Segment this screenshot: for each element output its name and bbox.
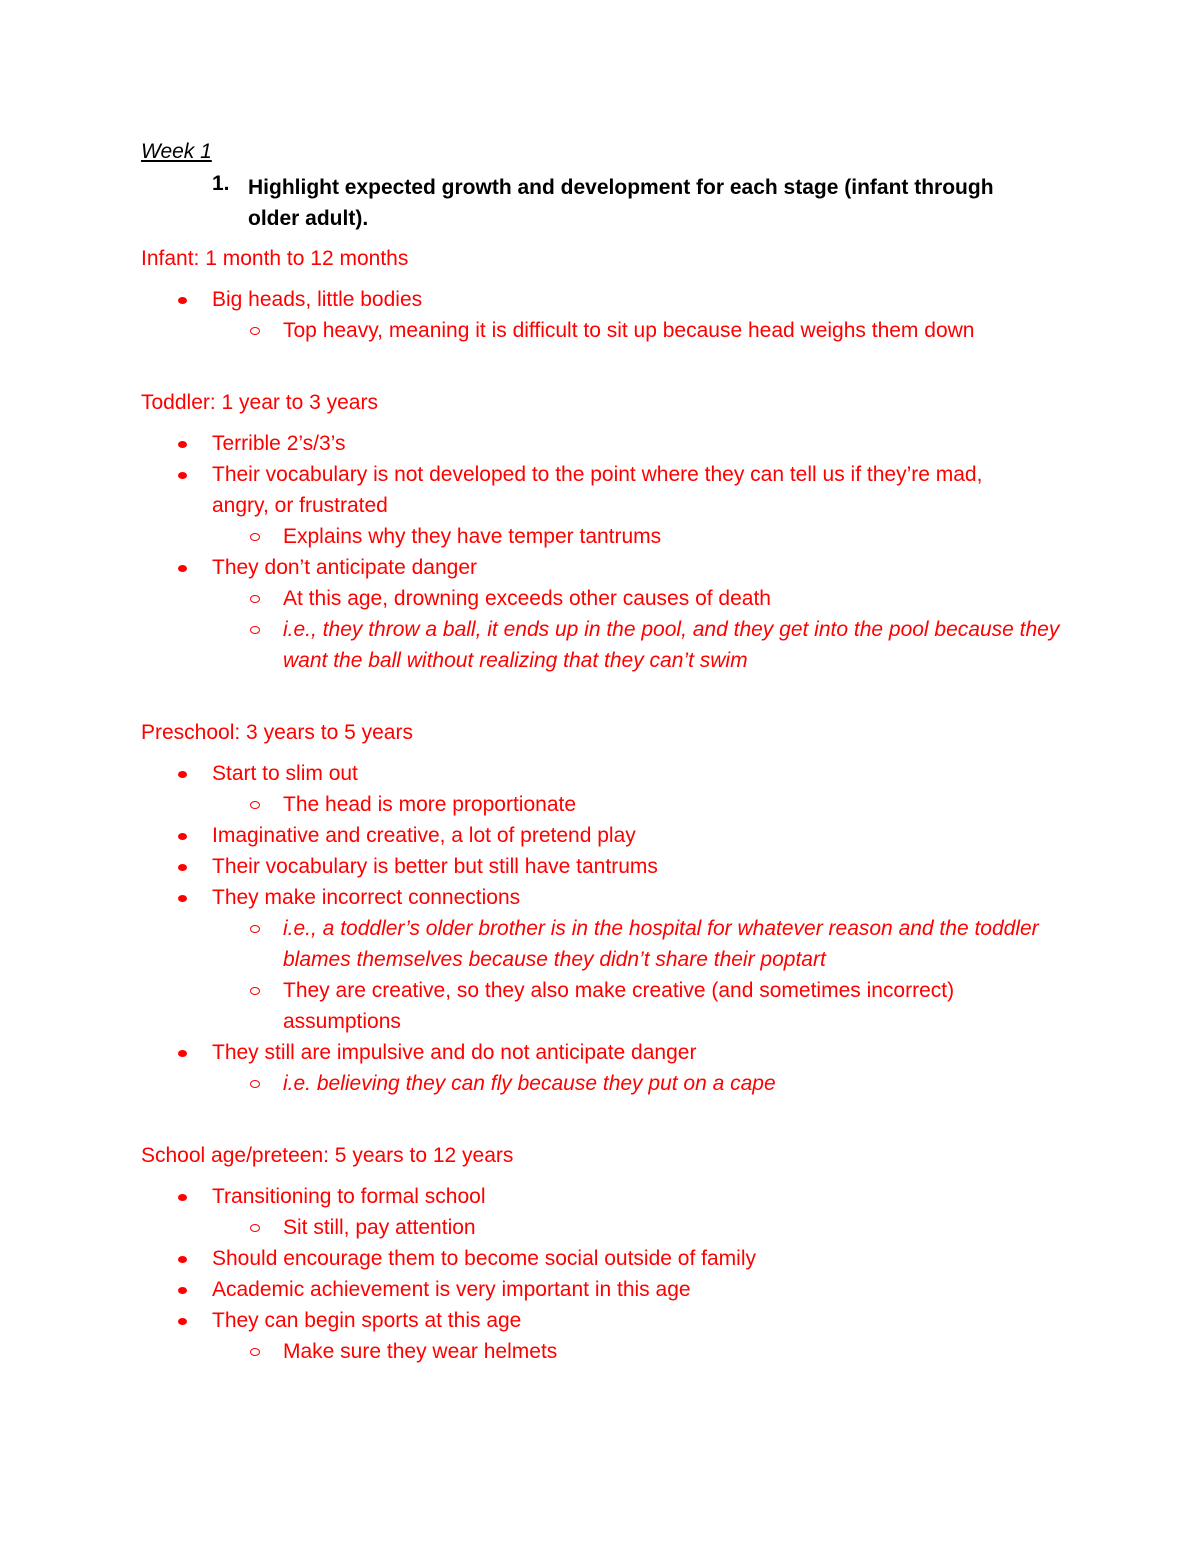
bullet-dot-icon xyxy=(178,441,187,448)
list-item: Their vocabulary is better but still have tantrums xyxy=(0,851,1042,882)
section-school-age xyxy=(0,1140,1200,1367)
list-item: They still are impulsive and do not anticipate danger xyxy=(0,1037,1042,1068)
list-item: Transitioning to formal school xyxy=(0,1181,1042,1212)
section-heading: School age/preteen: 5 years to 12 years xyxy=(141,1144,514,1167)
question-text: Highlight expected growth and development for each stage (infant through older adult). xyxy=(248,176,994,230)
list-item: Terrible 2’s/3’s xyxy=(0,428,1042,459)
list-item: Start to slim out xyxy=(0,758,1042,789)
bullet-circle-icon xyxy=(250,533,260,541)
list-item: Their vocabulary is not developed to the point where they can tell us if they’re mad, angry, or frustrated xyxy=(0,459,1042,521)
list-subitem: i.e., a toddler’s older brother is in the hospital for whatever reason and the toddler blames themselves because they didn’t share their poptart xyxy=(0,913,1063,975)
list-item: Academic achievement is very important in this age xyxy=(0,1274,1042,1305)
bullet-circle-icon xyxy=(250,801,260,809)
notes-content xyxy=(0,243,1200,1367)
list-item: Imaginative and creative, a lot of pretend play xyxy=(0,820,1042,851)
bullet-circle-icon xyxy=(250,1080,260,1088)
section-toddler xyxy=(0,387,1200,676)
week-title: Week 1 xyxy=(141,140,212,163)
section-heading: Preschool: 3 years to 5 years xyxy=(141,721,413,744)
bullet-dot-icon xyxy=(178,864,187,871)
list-item: They don’t anticipate danger xyxy=(0,552,1042,583)
bullet-dot-icon xyxy=(178,833,187,840)
bullet-circle-icon xyxy=(250,327,260,335)
bullet-circle-icon xyxy=(250,1224,260,1232)
section-heading: Toddler: 1 year to 3 years xyxy=(141,391,378,414)
list-subitem: The head is more proportionate xyxy=(0,789,1063,820)
bullet-dot-icon xyxy=(178,565,187,572)
bullet-list xyxy=(0,284,1200,346)
bullet-circle-icon xyxy=(250,626,260,634)
list-item: Big heads, little bodies xyxy=(0,284,1042,315)
list-item: They make incorrect connections xyxy=(0,882,1042,913)
list-subitem: i.e. believing they can fly because they put on a cape xyxy=(0,1068,1063,1099)
bullet-circle-icon xyxy=(250,595,260,603)
section-infant xyxy=(0,243,1200,346)
list-subitem: Top heavy, meaning it is difficult to sit up because head weighs them down xyxy=(0,315,1063,346)
section-heading: Infant: 1 month to 12 months xyxy=(141,247,409,270)
list-subitem: Sit still, pay attention xyxy=(0,1212,1063,1243)
list-subitem: At this age, drowning exceeds other causes of death xyxy=(0,583,1063,614)
bullet-dot-icon xyxy=(178,1050,187,1057)
list-subitem: Make sure they wear helmets xyxy=(0,1336,1063,1367)
bullet-dot-icon xyxy=(178,1318,187,1325)
bullet-list xyxy=(0,428,1200,676)
list-item: Should encourage them to become social outside of family xyxy=(0,1243,1042,1274)
bullet-dot-icon xyxy=(178,1194,187,1201)
bullet-dot-icon xyxy=(178,771,187,778)
list-subitem: i.e., they throw a ball, it ends up in the pool, and they get into the pool because they want the ball without realizing that they can’t swim xyxy=(0,614,1063,676)
bullet-circle-icon xyxy=(250,1348,260,1356)
section-preschool xyxy=(0,717,1200,1099)
bullet-circle-icon xyxy=(250,987,260,995)
list-subitem: Explains why they have temper tantrums xyxy=(0,521,1063,552)
bullet-circle-icon xyxy=(250,925,260,933)
bullet-dot-icon xyxy=(178,297,187,304)
bullet-list xyxy=(0,1181,1200,1367)
list-item: They can begin sports at this age xyxy=(0,1305,1042,1336)
bullet-list xyxy=(0,758,1200,1099)
bullet-dot-icon xyxy=(178,1287,187,1294)
bullet-dot-icon xyxy=(178,1256,187,1263)
bullet-dot-icon xyxy=(178,895,187,902)
question-number: 1. xyxy=(212,172,230,195)
list-subitem: They are creative, so they also make creative (and sometimes incorrect) assumptions xyxy=(0,975,1063,1037)
bullet-dot-icon xyxy=(178,472,187,479)
